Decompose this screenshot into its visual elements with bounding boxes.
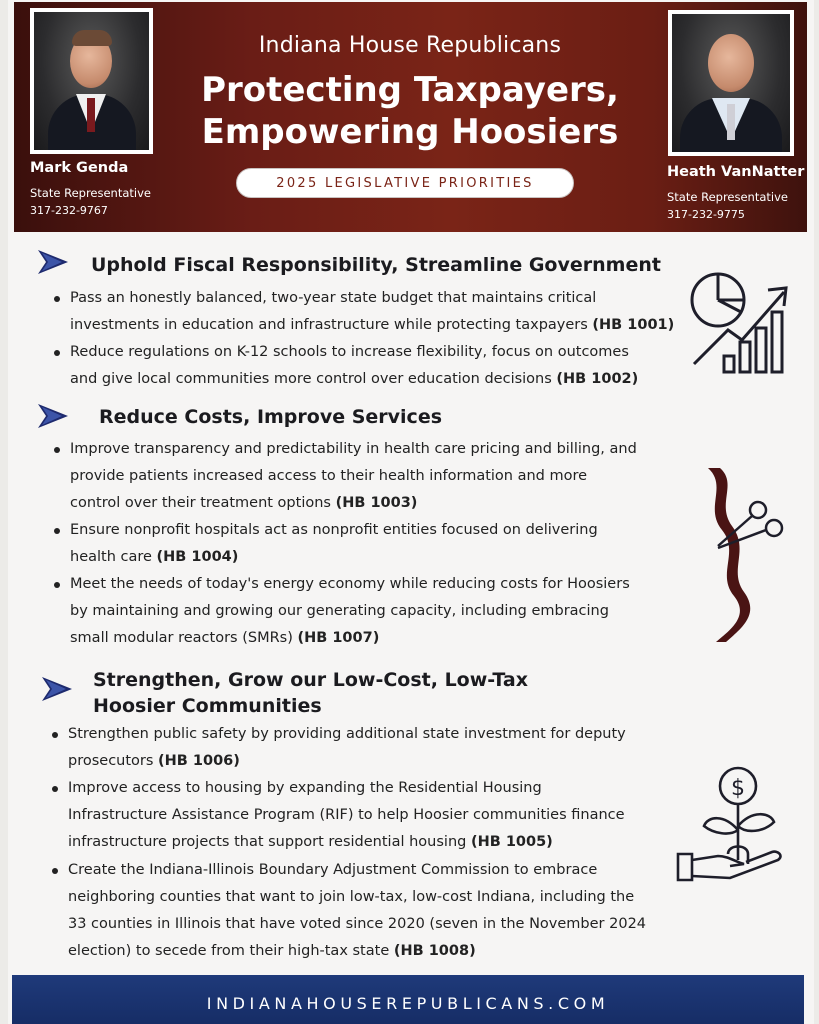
bullet-dot — [54, 296, 60, 302]
s2-b2-line1: Ensure nonprofit hospitals act as nonprofit entities focused on delivering — [70, 522, 598, 538]
bullet-dot — [52, 868, 58, 874]
s3-b3-line1: Create the Indiana-Illinois Boundary Adjustment Commission to embrace — [68, 862, 598, 878]
s3-b3-line3: 33 counties in Illinois that have voted since 2020 (seven in the November 2024 — [68, 916, 647, 932]
s3-b2-line3: infrastructure projects that support residential housing (HB 1005) — [68, 834, 553, 850]
money-plant-hand-icon — [674, 764, 788, 884]
left-rep-name: Mark Genda — [30, 160, 129, 176]
s3-b2-line1: Improve access to housing by expanding the Residential Housing — [68, 780, 542, 796]
bill-number: (HB 1005) — [470, 834, 553, 850]
s2-b2-line2: health care (HB 1004) — [70, 549, 239, 565]
bullet-dot — [52, 786, 58, 792]
bill-number: (HB 1008) — [393, 943, 476, 959]
left-rep-phone: 317-232-9767 — [30, 204, 108, 217]
bill-number: (HB 1001) — [592, 317, 675, 333]
bill-number: (HB 1004) — [156, 549, 239, 565]
s1-b1-line2: investments in education and infrastructure while protecting taxpayers (HB 1001) — [70, 317, 675, 333]
s2-b3-line3: small modular reactors (SMRs) (HB 1007) — [70, 630, 380, 646]
s2-b1-line2: provide patients increased access to their health information and more — [70, 468, 588, 484]
section-3-title-line-1: Strengthen, Grow our Low-Cost, Low-Tax — [93, 669, 528, 691]
headline-line-2: Empowering Hoosiers — [201, 112, 619, 152]
right-rep-phone: 317-232-9775 — [667, 208, 745, 221]
bill-number: (HB 1007) — [297, 630, 380, 646]
right-rep-title: State Representative — [667, 190, 788, 204]
section-arrow-icon — [36, 402, 70, 430]
footer-website[interactable]: INDIANAHOUSEREPUBLICANS.COM — [206, 994, 610, 1013]
s2-b1-line1: Improve transparency and predictability in health care pricing and billing, and — [70, 441, 637, 457]
bullet-dot — [54, 582, 60, 588]
bullet-dot — [54, 447, 60, 453]
right-rep-name: Heath VanNatter — [667, 164, 805, 180]
bullet-dot — [52, 732, 58, 738]
s2-b3-line2: by maintaining and growing our generating capacity, including embracing — [70, 603, 609, 619]
s2-b1-line3: control over their treatment options (HB 1003) — [70, 495, 418, 511]
s3-b3-line2: neighboring counties that want to join low-tax, low-cost Indiana, including the — [68, 889, 635, 905]
right-rep-photo — [668, 10, 794, 156]
s1-b2-line2: and give local communities more control over education decisions (HB 1002) — [70, 371, 639, 387]
bill-number: (HB 1003) — [335, 495, 418, 511]
s1-b2-line1: Reduce regulations on K-12 schools to increase flexibility, focus on outcomes — [70, 344, 629, 360]
section-3-title-line-2: Hoosier Communities — [93, 695, 322, 717]
scissors-red-tape-icon — [700, 464, 792, 646]
bill-number: (HB 1006) — [158, 753, 240, 769]
svg-text:$: $ — [731, 776, 745, 801]
chart-growth-icon — [688, 270, 792, 378]
section-2-title: Reduce Costs, Improve Services — [99, 406, 443, 428]
section-arrow-icon — [40, 675, 74, 703]
bill-number: (HB 1002) — [556, 371, 639, 387]
bullet-dot — [54, 528, 60, 534]
s3-b1-line1: Strengthen public safety by providing additional state investment for deputy — [68, 726, 626, 742]
org-name: Indiana House Republicans — [258, 33, 562, 58]
s1-b1-line1: Pass an honestly balanced, two-year state budget that maintains critical — [70, 290, 597, 306]
s3-b1-line2: prosecutors (HB 1006) — [68, 753, 240, 769]
section-1-title: Uphold Fiscal Responsibility, Streamline Government — [91, 254, 661, 276]
bullet-dot — [54, 350, 60, 356]
s3-b2-line2: Infrastructure Assistance Program (RIF) to help Hoosier communities finance — [68, 807, 625, 823]
priorities-pill: 2025 LEGISLATIVE PRIORITIES — [236, 168, 574, 198]
left-rep-photo — [30, 8, 153, 154]
s2-b3-line1: Meet the needs of today's energy economy while reducing costs for Hoosiers — [70, 576, 630, 592]
s3-b3-line4: election) to secede from their high-tax state (HB 1008) — [68, 943, 476, 959]
section-arrow-icon — [36, 248, 70, 276]
headline-line-1: Protecting Taxpayers, — [201, 70, 619, 110]
left-rep-title: State Representative — [30, 186, 151, 200]
